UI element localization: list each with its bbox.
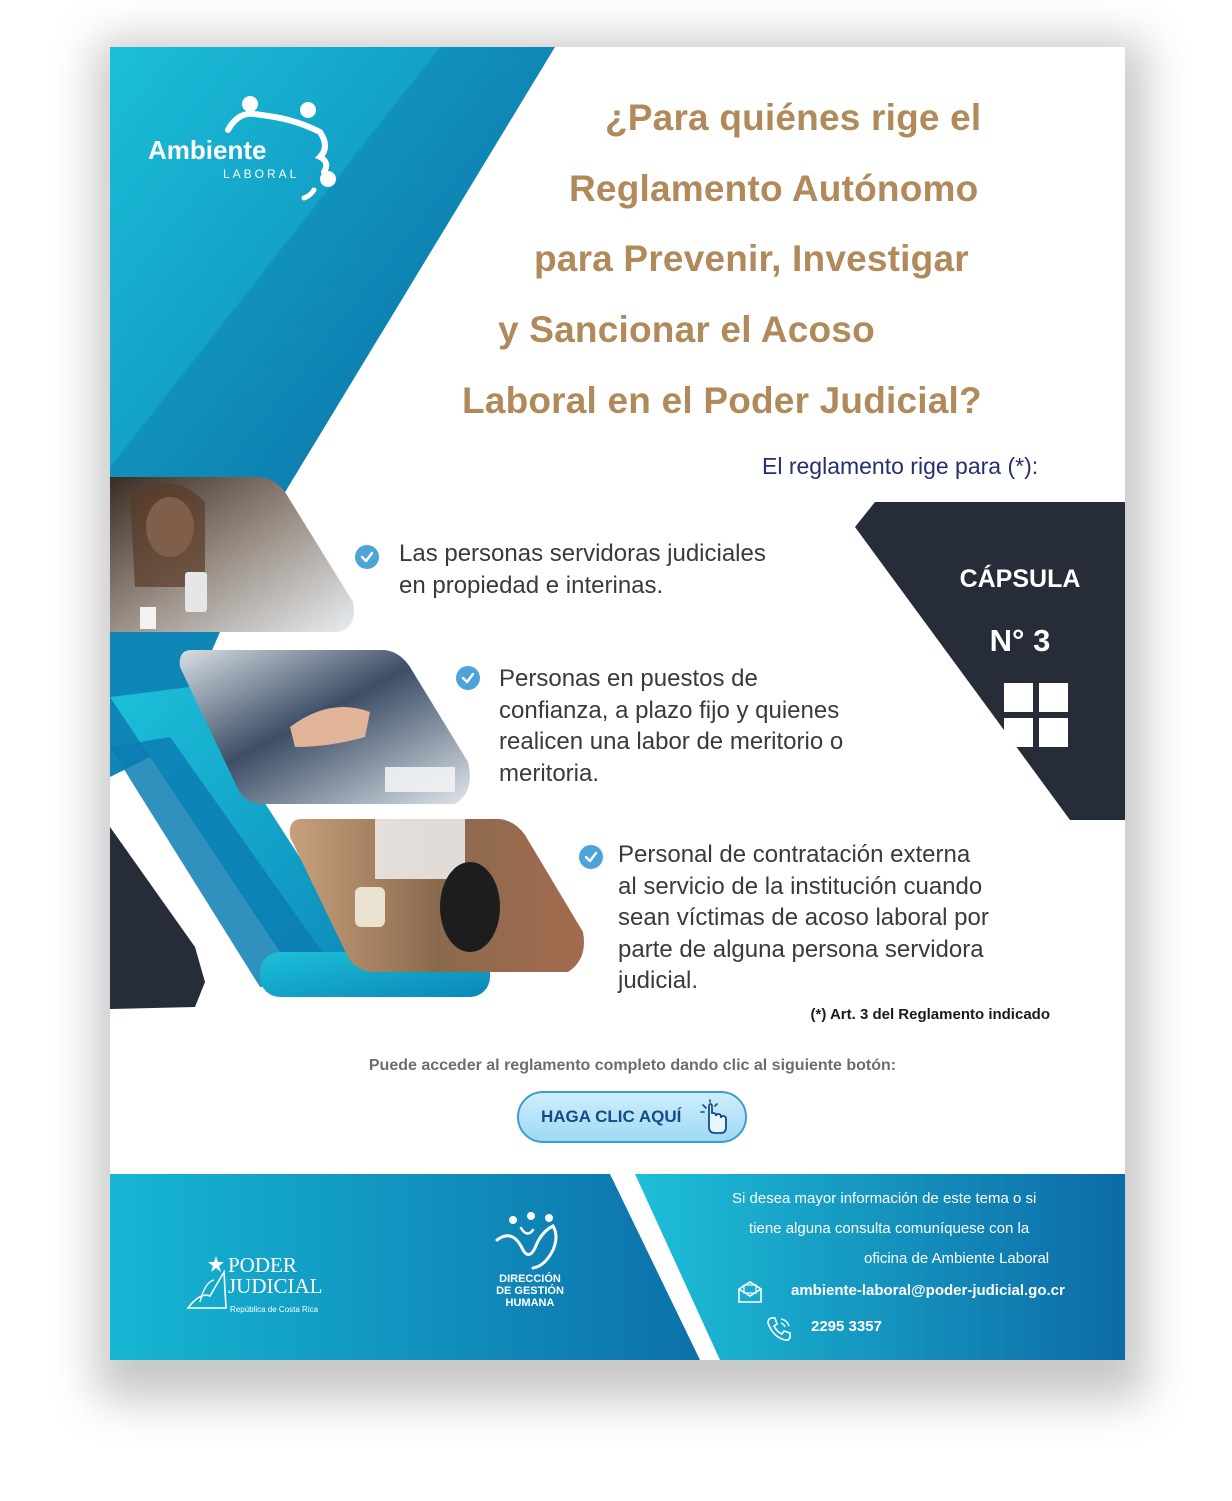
title-line-3: para Prevenir, Investigar [534, 238, 969, 279]
mail-icon [737, 1280, 763, 1304]
pj-line-1: PODER [228, 1253, 297, 1277]
item-line: realicen una labor de meritorio o [499, 728, 844, 755]
hand-pointer-icon [697, 1099, 731, 1137]
title-line-5: Laboral en el Poder Judicial? [462, 380, 982, 421]
photo-worker [290, 819, 584, 972]
check-icon [579, 845, 603, 869]
pj-subtitle: República de Costa Rica [230, 1305, 319, 1314]
capsule-number: N° 3 [989, 623, 1051, 658]
photo-woman-phone [110, 477, 354, 632]
logo-wordmark: Ambiente [148, 135, 267, 165]
photo-handshake [180, 650, 470, 804]
info-line: tiene alguna consulta comuníquese con la [749, 1220, 1030, 1237]
logo-subtitle: LABORAL [223, 167, 300, 181]
click-here-button[interactable] [517, 1091, 747, 1143]
pj-line-2: JUDICIAL [228, 1274, 323, 1298]
grid-icon [1004, 683, 1068, 747]
poder-judicial-emblem-icon [180, 1252, 230, 1312]
item-line: parte de alguna persona servidora [618, 935, 984, 963]
item-line: sean víctimas de acoso laboral por [618, 904, 989, 931]
title-line-2: Reglamento Autónomo [569, 168, 979, 209]
item-line: judicial. [618, 967, 699, 994]
click-here-label: HAGA CLIC AQUÍ [541, 1107, 682, 1126]
list-item [399, 538, 766, 601]
info-line: oficina de Ambiente Laboral [864, 1250, 1050, 1267]
item-line: al servicio de la institución cuando [618, 872, 983, 900]
title-line-1: ¿Para quiénes rige el [605, 97, 982, 138]
dgh-line: HUMANA [505, 1297, 555, 1309]
phone-icon [765, 1315, 793, 1343]
info-line: Si desea mayor información de este tema o si [732, 1190, 1037, 1207]
list-item [618, 839, 989, 997]
direccion-gestion-humana-logo-icon [493, 1210, 567, 1270]
title-line-4: y Sancionar el Acoso [498, 309, 875, 350]
list-item [499, 663, 843, 789]
item-line: en propiedad e interinas. [399, 571, 664, 599]
item-line: Las personas servidoras judiciales [399, 540, 766, 567]
footnote: (*) Art. 3 del Reglamento indicado [810, 1006, 1050, 1023]
dgh-line: DE GESTIÓN [496, 1285, 564, 1297]
dgh-logo-text [495, 1273, 565, 1309]
capsule-title: CÁPSULA [959, 565, 1081, 593]
subtitle: El reglamento rige para (*): [762, 453, 1039, 479]
item-line: Personal de contratación externa [618, 841, 971, 868]
contact-email[interactable]: ambiente-laboral@poder-judicial.go.cr [791, 1282, 1065, 1299]
item-line: meritoria. [499, 759, 600, 787]
check-icon [456, 666, 480, 690]
contact-phone[interactable]: 2295 3357 [811, 1318, 882, 1335]
dgh-line: DIRECCIÓN [499, 1273, 561, 1285]
poster [110, 47, 1125, 1360]
check-icon [355, 545, 379, 569]
access-instructions: Puede acceder al reglamento completo dando clic al siguiente botón: [368, 1057, 897, 1074]
item-line: confianza, a plazo fijo y quienes [499, 696, 840, 724]
poder-judicial-logo [228, 1255, 323, 1297]
item-line: Personas en puestos de [499, 665, 758, 692]
